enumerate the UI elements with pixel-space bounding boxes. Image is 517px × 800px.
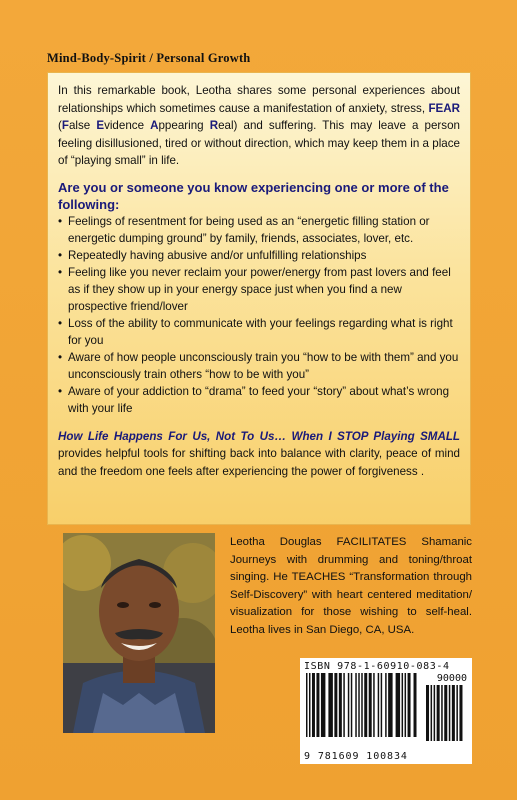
barcode-bar bbox=[306, 673, 307, 737]
acronym-letter-e: E bbox=[96, 119, 105, 132]
barcode-bar bbox=[408, 673, 411, 737]
barcode-bar bbox=[312, 673, 315, 737]
acronym-letter-a: A bbox=[150, 119, 159, 132]
acronym-rest-r: eal bbox=[218, 119, 234, 132]
barcode-bar bbox=[405, 673, 406, 737]
intro-text-end: and suffering. This may leave a person feeling disillusioned, tired or without direction, which may keep them in a place of “playing small” in life. bbox=[58, 119, 460, 167]
barcode-addon-bar bbox=[459, 685, 462, 741]
barcode-bar bbox=[388, 673, 392, 737]
description-panel bbox=[47, 72, 471, 525]
category-label: Mind-Body-Spirit / Personal Growth bbox=[47, 51, 251, 65]
barcode-addon-bar bbox=[426, 685, 429, 741]
barcode-addon-bar bbox=[434, 685, 436, 741]
author-bio: Leotha Douglas FACILITATES Shamanic Journeys with drumming and toning/throat singing. He TEACHES “Transformation through Self-Discovery” with heart centered meditation/ visualization for those wishing to self-heal. Leotha lives in San Diego, CA, USA. bbox=[230, 536, 472, 636]
barcode bbox=[300, 658, 472, 764]
closing-text: provides helpful tools for shifting back into balance with clarity, peace of mind and the freedom one feels after experiencing the power of forgiveness . bbox=[58, 447, 460, 478]
barcode-bar bbox=[373, 673, 374, 737]
list-item: • Repeatedly having abusive and/or unfulfilling relationships bbox=[58, 247, 460, 264]
barcode-bar bbox=[309, 673, 310, 737]
list-item: • Aware of your addiction to “drama” to feed your “story” about what’s wrong with your life bbox=[58, 383, 460, 417]
closing-paragraph bbox=[58, 428, 460, 481]
author-portrait-illustration bbox=[63, 533, 215, 733]
acronym-close: ) bbox=[233, 119, 238, 132]
price-code: 90000 bbox=[436, 673, 467, 684]
barcode-addon-bar bbox=[437, 685, 440, 741]
barcode-bar bbox=[316, 673, 319, 737]
author-photo bbox=[63, 533, 215, 733]
barcode-bar bbox=[339, 673, 342, 737]
barcode-addon-bar bbox=[441, 685, 443, 741]
list-item: • Aware of how people unconsciously train you “how to be with them” and you unconsciously train others “how to be with you” bbox=[58, 349, 460, 383]
question-heading: Are you or someone you know experiencing one or more of the following: bbox=[58, 179, 449, 212]
barcode-bar bbox=[343, 673, 344, 737]
barcode-bars bbox=[304, 673, 468, 751]
intro-text-start: In this remarkable book, Leotha shares some personal experiences about relationships which sometimes cause a manifestation of anxiety, stress, bbox=[58, 84, 460, 115]
acronym-rest-f: alse bbox=[68, 119, 97, 132]
barcode-bar bbox=[351, 673, 352, 737]
isbn-number: ISBN 978-1-60910-083-4 bbox=[304, 661, 450, 672]
barcode-bar bbox=[334, 673, 337, 737]
fear-word: FEAR bbox=[428, 101, 460, 115]
acronym-rest-a: ppearing bbox=[158, 119, 210, 132]
list-item: • Feelings of resentment for being used as an “energetic filling station or energetic dumping ground” by family, friends, associates, lover, etc. bbox=[58, 213, 460, 247]
barcode-addon-bar bbox=[452, 685, 455, 741]
barcode-bar bbox=[369, 673, 372, 737]
barcode-bar bbox=[358, 673, 359, 737]
barcode-bar bbox=[361, 673, 362, 737]
barcode-bar bbox=[355, 673, 356, 737]
list-item: • Feeling like you never reclaim your power/energy from past lovers and feel as if they show up in your energy space just when you find a new prospective friend/lover bbox=[58, 264, 460, 315]
barcode-bar bbox=[385, 673, 386, 737]
barcode-addon-bar bbox=[431, 685, 433, 741]
barcode-bar bbox=[328, 673, 332, 737]
barcode-bar bbox=[396, 673, 400, 737]
list-item: • Loss of the ability to communicate with your feelings regarding what is right for you bbox=[58, 315, 460, 349]
barcode-addon-bar bbox=[444, 685, 447, 741]
barcode-number: 9 781609 100834 bbox=[304, 751, 408, 762]
intro-paragraph bbox=[58, 82, 460, 170]
symptom-list bbox=[58, 213, 460, 417]
barcode-addon-bar bbox=[449, 685, 451, 741]
barcode-bar bbox=[364, 673, 367, 737]
barcode-bar bbox=[378, 673, 379, 737]
acronym-rest-e: vidence bbox=[104, 119, 151, 132]
barcode-bar bbox=[348, 673, 349, 737]
acronym-open: ( bbox=[58, 119, 62, 132]
barcode-bar bbox=[381, 673, 382, 737]
acronym-letter-f: F bbox=[61, 119, 69, 132]
barcode-bar bbox=[321, 673, 325, 737]
acronym-letter-r: R bbox=[209, 119, 219, 132]
barcode-bar bbox=[402, 673, 403, 737]
book-title-inline: How Life Happens For Us, Not To Us… When I STOP Playing SMALL bbox=[58, 429, 460, 443]
barcode-addon-bar bbox=[456, 685, 458, 741]
barcode-bar bbox=[414, 673, 417, 737]
